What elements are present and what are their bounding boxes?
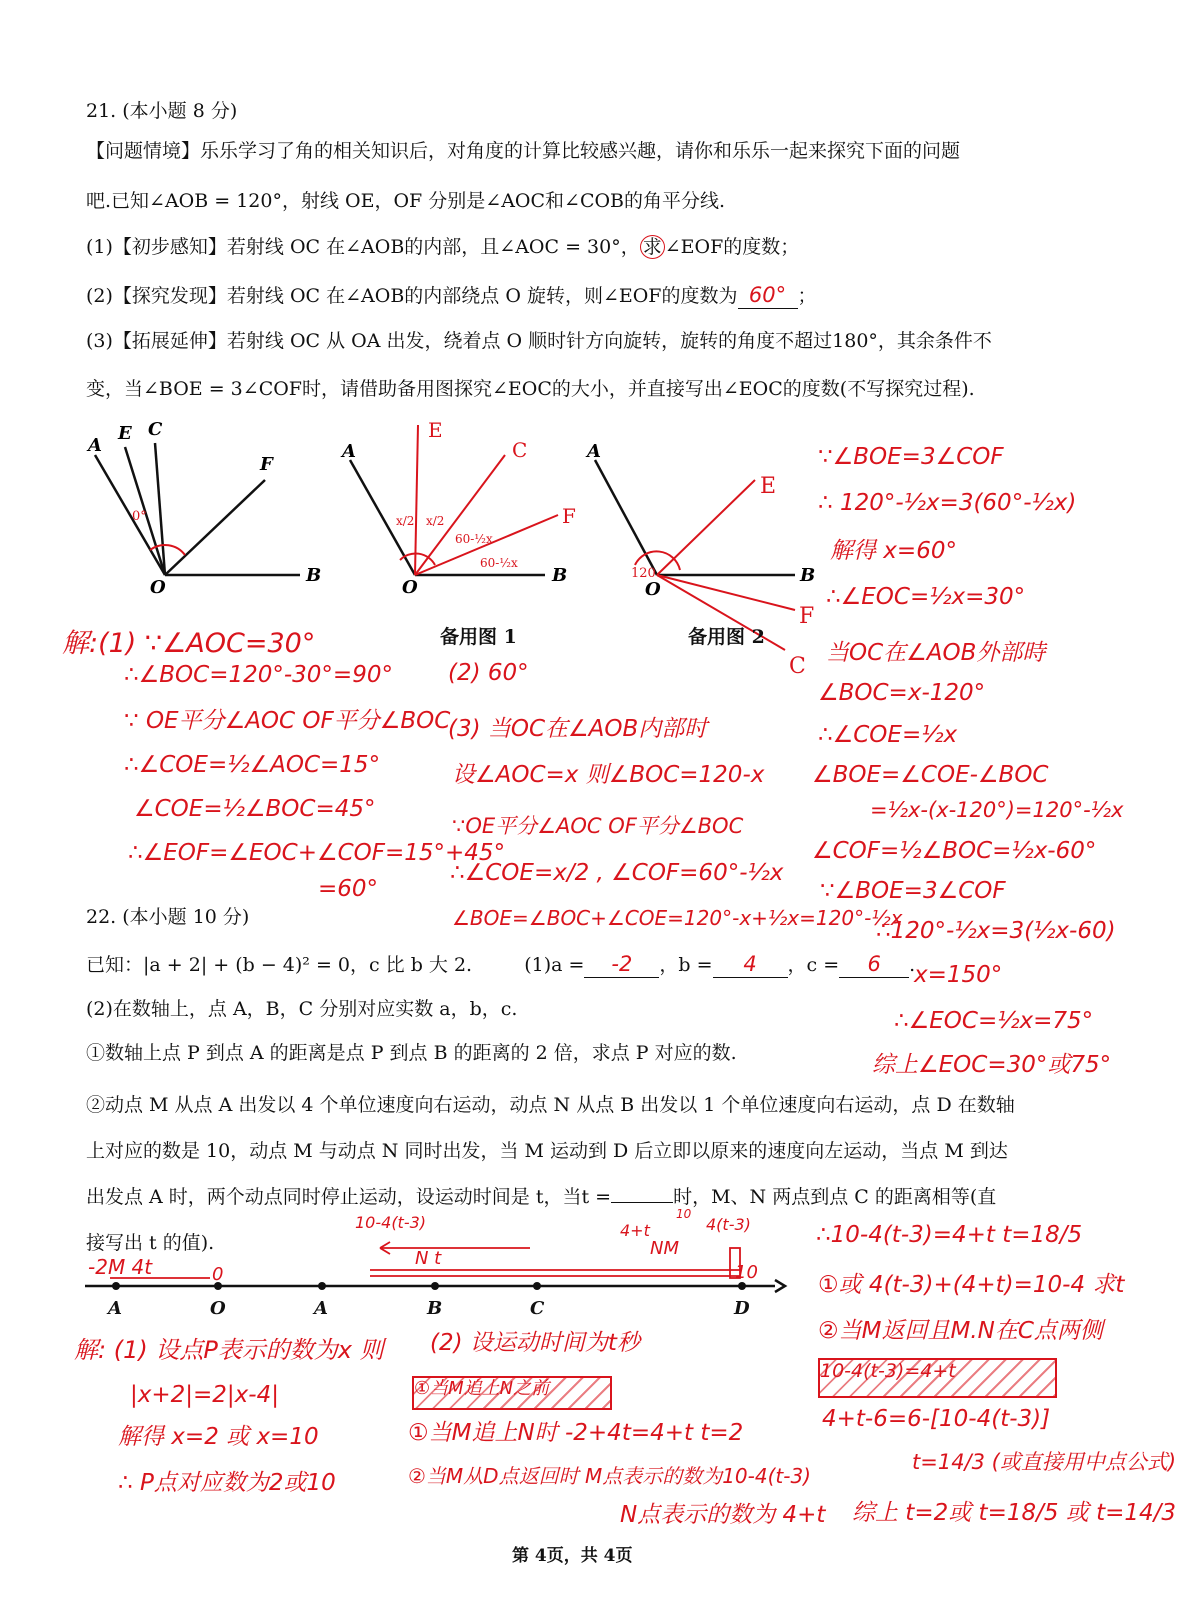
axis-label-a: A bbox=[108, 1298, 122, 1319]
hw21-m-line: ∴∠COE=x/2 , ∠COF=60°-½x bbox=[450, 860, 784, 886]
hw-note-nt: N t bbox=[415, 1248, 442, 1269]
label-e: E bbox=[118, 423, 132, 444]
q21-part2-answer: 60° bbox=[748, 283, 787, 307]
hw21-m-line: 设∠AOC=x 则∠BOC=120-x bbox=[452, 762, 765, 788]
q22-line3: ①数轴上点 P 到点 A 的距离是点 P 到点 B 的距离的 2 倍，求点 P 对应的数. bbox=[86, 1042, 737, 1064]
hw21-l-line: ∵ OE平分∠AOC OF平分∠BOC bbox=[124, 708, 451, 734]
label-o: O bbox=[150, 577, 166, 595]
q21-part1 bbox=[86, 236, 799, 259]
note-x-half-a: x/2 bbox=[396, 514, 415, 528]
hw21-l-line: =60° bbox=[318, 876, 379, 902]
hw21-l-line: ∠COE=½∠BOC=45° bbox=[134, 796, 376, 822]
hw22-m-line: ②当M从D点返回时 M点表示的数为10-4(t-3) bbox=[408, 1464, 811, 1488]
hw22-r-line: 综上 t=2或 t=18/5 或 t=14/3 bbox=[852, 1500, 1177, 1526]
hw21-l-line: ∴∠COE=½∠AOC=15° bbox=[124, 752, 381, 778]
axis-label-d: D bbox=[734, 1298, 750, 1319]
q21-line2: 吧.已知∠AOB = 120°，射线 OE，OF 分别是∠AOC和∠COB的角平分线. bbox=[86, 190, 726, 212]
hw22-r-line: ∴10-4(t-3)=4+t t=18/5 bbox=[816, 1222, 1083, 1248]
hw21-r-line: ∴120°-½x=3(½x-60) bbox=[876, 918, 1116, 944]
hw22-l-line: 解: (1) 设点P表示的数为x 则 bbox=[74, 1336, 384, 1364]
hw-note-ten2: 10 bbox=[676, 1208, 692, 1221]
hw21-r-line: 解得 x=60° bbox=[830, 538, 957, 564]
q21-part2-text-b: ； bbox=[797, 285, 817, 307]
label-o: O bbox=[402, 577, 418, 595]
hw-note-4t: 4+t bbox=[620, 1221, 650, 1240]
hw21-r-line: ∠BOC=x-120° bbox=[818, 680, 986, 706]
axis-label-a2: A bbox=[314, 1298, 328, 1319]
q22-header: 22. (本小题 10 分) bbox=[86, 906, 250, 928]
ray-oa bbox=[95, 455, 165, 575]
hw21-l-line: ∴∠EOF=∠EOC+∠COF=15°+45° bbox=[128, 840, 506, 866]
q21-part1-text-a: (1)【初步感知】若射线 OC 在∠AOB的内部，且∠AOC = 30°， bbox=[86, 236, 640, 258]
q21-part3-line2: 变，当∠BOE = 3∠COF时，请借助备用图探究∠EOC的大小，并直接写出∠EOC的度数(不写探究过程). bbox=[86, 378, 975, 400]
hw21-r-line: 当OC在∠AOB外部時 bbox=[826, 640, 1046, 666]
hw21-l-line: 解:(1) ∵∠AOC=30° bbox=[62, 628, 316, 659]
hw22-l-line: |x+2|=2|x-4| bbox=[130, 1382, 279, 1408]
ray-oe-red bbox=[657, 480, 755, 575]
point-a2 bbox=[318, 1282, 326, 1290]
q22-c-blank bbox=[839, 952, 909, 978]
q21-part2-text-a: (2)【探究发现】若射线 OC 在∠AOB的内部绕点 O 旋转，则∠EOF的度数为 bbox=[86, 285, 738, 307]
hw21-m-line: (3) 当OC在∠AOB内部时 bbox=[448, 716, 708, 742]
hw21-m-line: ∠BOE=∠BOC+∠COE=120°-x+½x=120°-½x bbox=[452, 906, 903, 930]
hw22-m-boxed-text: ①当M追上N之前 bbox=[414, 1378, 550, 1399]
label-f: F bbox=[260, 454, 273, 475]
q22-c-answer: 6 bbox=[867, 952, 881, 976]
hw22-r-line: 4+t-6=6-[10-4(t-3)] bbox=[822, 1406, 1051, 1432]
page-footer: 第 4页，共 4页 bbox=[512, 1546, 633, 1566]
label-b: B bbox=[800, 565, 816, 586]
hw21-m-line: ∵OE平分∠AOC OF平分∠BOC bbox=[452, 814, 744, 838]
q22-a-answer: -2 bbox=[611, 952, 633, 976]
hw21-r-line: ∴∠EOC=½x=75° bbox=[894, 1008, 1094, 1034]
caption-spare-1: 备用图 1 bbox=[440, 626, 517, 648]
hw21-r-line: ∴ 120°-½x=3(60°-½x) bbox=[818, 490, 1077, 516]
q21-part3-line1: (3)【拓展延伸】若射线 OC 从 OA 出发，绕着点 O 顺时针方向旋转，旋转的角度不超过180°，其余条件不 bbox=[86, 330, 992, 352]
label-f: F bbox=[562, 504, 576, 528]
hw22-m-boxed bbox=[412, 1376, 612, 1410]
note-60-a: 60-½x bbox=[455, 532, 493, 546]
hw21-l-line: ∴∠BOC=120°-30°=90° bbox=[124, 662, 393, 688]
label-a: A bbox=[88, 435, 102, 456]
q22-c-end: . bbox=[909, 954, 916, 976]
q22-b-label: ，b = bbox=[659, 954, 713, 976]
hw22-crossed-out bbox=[818, 1358, 1057, 1398]
hw22-r-line: ②当M返回且M.N在C点两侧 bbox=[818, 1318, 1103, 1344]
hw22-m-line: (2) 设运动时间为t秒 bbox=[430, 1330, 640, 1356]
figure-spare-1 bbox=[330, 415, 580, 595]
hw-note-rexpr: 4(t-3) bbox=[706, 1215, 751, 1234]
q21-header: 21. (本小题 8 分) bbox=[86, 100, 238, 122]
hw22-m-line: N点表示的数为 4+t bbox=[620, 1502, 826, 1528]
label-a: A bbox=[587, 441, 601, 462]
label-c: C bbox=[789, 654, 806, 675]
label-a: A bbox=[342, 441, 356, 462]
caption-spare-2: 备用图 2 bbox=[688, 626, 765, 648]
ray-oa bbox=[595, 460, 657, 575]
point-c bbox=[533, 1282, 541, 1290]
q22-line6-b: 时，M、N 两点到点 C 的距离相等(直 bbox=[673, 1186, 997, 1208]
q22-line6 bbox=[86, 1186, 996, 1209]
q22-line5: 上对应的数是 10，动点 M 与动点 N 同时出发，当 M 运动到 D 后立即以原来的速度向左运动，当点 M 到达 bbox=[86, 1140, 1008, 1162]
hw22-m-line: ①当M追上N时 -2+4t=4+t t=2 bbox=[408, 1420, 744, 1446]
figure-main bbox=[70, 415, 330, 595]
label-f: F bbox=[799, 604, 815, 629]
hw-note-left-expr: 10-4(t-3) bbox=[355, 1213, 427, 1232]
ray-of bbox=[165, 480, 265, 575]
hw-note-m2: -2M 4t bbox=[88, 1255, 153, 1279]
label-b: B bbox=[306, 565, 322, 586]
point-d bbox=[738, 1282, 746, 1290]
note-60-b: 60-½x bbox=[480, 556, 518, 570]
q22-b-answer: 4 bbox=[743, 952, 757, 976]
axis-label-b: B bbox=[427, 1298, 443, 1319]
hw21-m-line: (2) 60° bbox=[448, 660, 529, 686]
hw21-r-line: =½x-(x-120°)=120°-½x bbox=[870, 798, 1124, 822]
label-c: C bbox=[148, 419, 163, 440]
q21-part2-answer-blank bbox=[738, 283, 798, 309]
hw-note-zero: 0 bbox=[212, 1264, 224, 1285]
q22-a-label: (1)a = bbox=[524, 954, 585, 976]
q22-known-text: 已知：|a + 2| + (b − 4)² = 0，c 比 b 大 2. bbox=[86, 954, 473, 976]
hw-note-ten: 10 bbox=[735, 1262, 758, 1283]
axis-label-o: O bbox=[210, 1298, 226, 1319]
point-a bbox=[112, 1282, 120, 1290]
hw21-r-line: ∴∠EOC=½x=30° bbox=[826, 584, 1026, 610]
hw-note-nm: NM bbox=[650, 1238, 679, 1259]
note-x-half-b: x/2 bbox=[426, 514, 445, 528]
hw22-r-line: t=14/3 (或直接用中点公式) bbox=[912, 1450, 1177, 1474]
q21-part1-text-b: ∠EOF的度数； bbox=[664, 236, 800, 258]
hw22-crossed-text: 10-4(t-3)=4+t bbox=[820, 1360, 956, 1382]
q22-line7: 接写出 t 的值). bbox=[86, 1232, 215, 1254]
label-o: O bbox=[645, 579, 661, 600]
axis-label-c: C bbox=[530, 1298, 545, 1319]
q22-line2: (2)在数轴上，点 A，B，C 分别对应实数 a，b，c. bbox=[86, 998, 518, 1020]
label-e: E bbox=[760, 474, 777, 499]
note-120: 120 bbox=[631, 566, 656, 581]
q22-known bbox=[86, 952, 915, 978]
hw22-l-line: 解得 x=2 或 x=10 bbox=[118, 1424, 319, 1450]
q22-b-blank bbox=[713, 952, 788, 978]
q21-line1: 【问题情境】乐乐学习了角的相关知识后，对角度的计算比较感兴趣，请你和乐乐一起来探究下面的问题 bbox=[86, 140, 961, 162]
angle-mark bbox=[150, 545, 185, 555]
hw21-r-line: x=150° bbox=[914, 962, 1003, 988]
axis-arrowhead bbox=[775, 1280, 785, 1292]
hw22-r-line: ①或 4(t-3)+(4+t)=10-4 求t bbox=[818, 1272, 1125, 1298]
q22-a-blank bbox=[584, 952, 659, 978]
q22-line6-a: 出发点 A 时，两个动点同时停止运动，设运动时间是 t，当t = bbox=[86, 1186, 612, 1208]
label-c: C bbox=[512, 438, 528, 462]
hw21-r-line: ∠BOE=∠COE-∠BOC bbox=[812, 762, 1049, 788]
q21-part2 bbox=[86, 283, 817, 309]
hw21-r-line: ∴∠COE=½x bbox=[818, 722, 958, 748]
label-e: E bbox=[428, 418, 443, 442]
ray-of-red bbox=[657, 575, 795, 610]
q22-line4: ②动点 M 从点 A 出发以 4 个单位速度向右运动，动点 N 从点 B 出发以 1 个单位速度向右运动，点 D 在数轴 bbox=[86, 1094, 1015, 1116]
fig-angle-note: 0° bbox=[132, 509, 147, 524]
hw21-r-line: 综上∠EOC=30°或75° bbox=[872, 1052, 1112, 1078]
number-line-figure bbox=[80, 1208, 800, 1320]
hw21-r-line: ∠COF=½∠BOC=½x-60° bbox=[812, 838, 1097, 864]
hw22-l-line: ∴ P点对应数为2或10 bbox=[118, 1470, 336, 1496]
label-b: B bbox=[552, 565, 568, 586]
q22-t-blank bbox=[611, 1202, 673, 1203]
hw21-r-line: ∵∠BOE=3∠COF bbox=[820, 878, 1006, 904]
q21-part1-circled-word: 求 bbox=[640, 235, 665, 259]
point-b bbox=[431, 1282, 439, 1290]
hw21-r-line: ∵∠BOE=3∠COF bbox=[818, 444, 1004, 470]
q22-c-label: ，c = bbox=[787, 954, 840, 976]
